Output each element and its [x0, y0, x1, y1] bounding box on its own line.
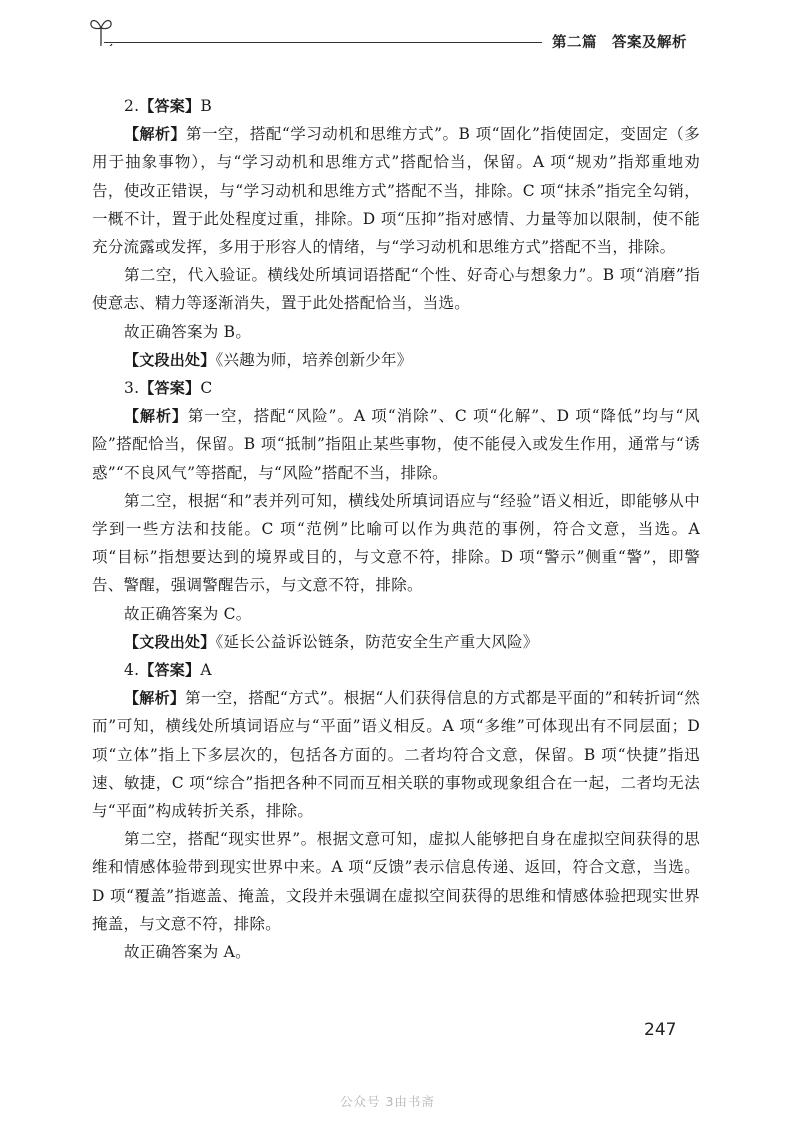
q3-answer-tag: 【答案】 [139, 379, 201, 398]
q2-answer-tag: 【答案】 [139, 97, 201, 115]
q2-analysis-p1 [92, 120, 700, 261]
q3-conclusion: 故正确答案为 C。 [124, 604, 252, 623]
q4-analysis-tag: 【解析】 [124, 689, 186, 708]
q3-number: 3. [124, 379, 140, 398]
q2-number: 2. [124, 97, 140, 115]
q2-source [92, 346, 700, 374]
q2-answer-line [92, 92, 700, 120]
q2-answer: B [200, 97, 212, 115]
page-number: 247 [644, 1020, 677, 1040]
q3-analysis-text: 第一空，搭配“风险”。A 项“消除”、C 项“化解”、D 项“降低”均与“风险”搭配恰当，保留。B 项“抵制”指阻止某些事物，使不能侵入或发生作用，通常与“诱惑”“不良风气”等搭配，与“风险”搭配不当，排除。 [92, 407, 700, 482]
q4-answer: A [200, 661, 212, 680]
q3-source-title: 《延长公益诉讼链条，防范安全生产重大风险》 [215, 632, 539, 651]
q4-analysis-text: 第一空，搭配“方式”。根据“人们获得信息的方式都是平面的”和转折词“然而”可知，横线处所填词语应与“平面”语义相反。A 项“多维”可体现出有不同层面；D 项“立体”指上下多层次的，包括各方面的。二者均符合文意，保留。B 项“快捷”指迅速、敏捷，C 项“综合”指把各种不同而互相关联的事物或现象组合在一起，二者均无法与“平面”构成转折关系，排除。 [92, 689, 700, 821]
q4-analysis-p1 [92, 684, 700, 825]
watermark: 公众号 3由书斋 [340, 1094, 435, 1109]
q3-answer: C [200, 379, 213, 398]
q2-conclusion: 故正确答案为 B。 [124, 322, 252, 341]
q3-source-tag: 【文段出处】 [124, 632, 216, 651]
q2-analysis-p2: 第二空，代入验证。横线处所填词语搭配“个性、好奇心与想象力”。B 项“消磨”指使意志、精力等逐渐消失，置于此处搭配恰当，当选。 [92, 266, 700, 313]
q4-analysis-p2: 第二空，搭配“现实世界”。根据文意可知，虚拟人能够把自身在虚拟空间获得的思维和情感体验带到现实世界中来。A 项“反馈”表示信息传递、返回，符合文意，当选。D 项“覆盖”指遮盖、掩盖，文段并未强调在虚拟空间获得的思维和情感体验把现实世界掩盖，与文意不符，排除。 [92, 830, 700, 933]
answer-content [92, 92, 700, 966]
q4-number: 4. [124, 661, 140, 680]
q2-analysis-text: 第一空，搭配“学习动机和思维方式”。B 项“固化”指使固定，变固定（多用于抽象事物），与“学习动机和思维方式”搭配恰当，保留。A 项“规劝”指郑重地劝告，使改正错误，与“学习动机和思维方式”搭配不当，排除。C 项“抹杀”指完全勾销，一概不计，置于此处程度过重，排除。D 项“压抑”指对感情、力量等加以限制，使不能充分流露或发挥，多用于形容人的情绪，与“学习动机和思维方式”搭配不当，排除。 [92, 125, 700, 257]
q3-analysis-p2: 第二空，根据“和”表并列可知，横线处所填词语应与“经验”语义相近，即能够从中学到一些方法和技能。C 项“范例”比喻可以作为典范的事例，符合文意，当选。A 项“目标”指想要达到的境界或目的，与文意不符，排除。D 项“警示”侧重“警”，即警告、警醒，强调警醒告示，与文意不符，排除。 [92, 491, 700, 595]
header-title: 第二篇 答案及解析 [552, 35, 687, 51]
q2-source-title: 《兴趣为师，培养创新少年》 [215, 350, 413, 369]
q3-analysis-p1 [92, 402, 700, 487]
q4-answer-line [92, 656, 700, 684]
q4-conclusion: 故正确答案为 A。 [124, 943, 251, 962]
q4-answer-tag: 【答案】 [139, 661, 201, 680]
q3-analysis-tag: 【解析】 [124, 407, 188, 426]
q2-analysis-tag: 【解析】 [124, 125, 186, 144]
page-header [0, 0, 800, 80]
q2-source-tag: 【文段出处】 [124, 350, 216, 369]
header-rule [104, 42, 542, 43]
q3-answer-line [92, 374, 700, 402]
q3-source [92, 628, 700, 656]
